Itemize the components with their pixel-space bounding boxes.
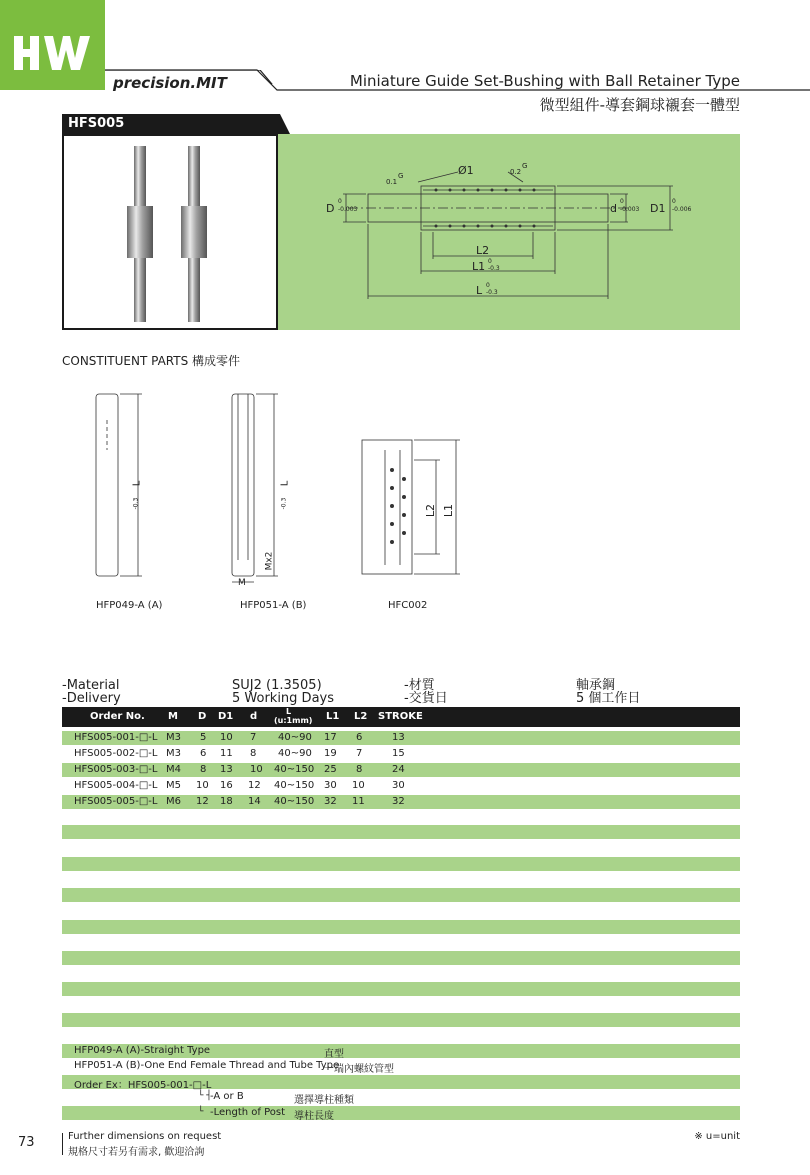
- dim-L1-tol: -0.3: [488, 265, 500, 272]
- cell-L2: 8: [356, 764, 363, 775]
- part-b-dim-M: M: [238, 578, 246, 588]
- cell-L2: 7: [356, 748, 363, 759]
- part-label-c: HFC002: [388, 600, 428, 611]
- note-a-or-b-text: -A or B: [210, 1091, 244, 1102]
- table-row: [62, 763, 740, 777]
- label-corner: [270, 114, 290, 134]
- part-a-dim-L-tol: -0.3: [132, 497, 140, 510]
- cell-d: 14: [248, 796, 261, 807]
- cell-d: 8: [250, 748, 257, 759]
- cell-M: M3: [166, 748, 181, 759]
- dim-g2: G: [522, 162, 528, 170]
- dim-L2: L2: [476, 244, 490, 257]
- cell-d: 12: [248, 780, 261, 791]
- cell-M: M4: [166, 764, 181, 775]
- cell-L: 40~90: [278, 748, 312, 759]
- cell-stroke: 32: [392, 796, 405, 807]
- table-row: [62, 731, 740, 745]
- table-row: [62, 747, 740, 761]
- dim-L-tol: -0.3: [486, 289, 498, 296]
- dim-d: d: [610, 202, 617, 215]
- cell-L: 40~150: [274, 764, 315, 775]
- cell-D1: 13: [220, 764, 233, 775]
- product-code: HFS005: [62, 114, 280, 134]
- dim-D: D: [326, 202, 335, 215]
- material-value: SUJ2 (1.3505): [232, 678, 322, 693]
- logo: [0, 0, 105, 90]
- header-L1: L1: [326, 711, 340, 722]
- dim-phi1: Ø1: [458, 164, 474, 177]
- cell-L: 40~150: [274, 780, 315, 791]
- part-b-dim-L-tol: -0.3: [280, 497, 288, 510]
- note-order-ex-text: Order Ex：HFS005-001-□-L: [74, 1080, 212, 1091]
- part-b-dim-L: L: [279, 480, 291, 487]
- table-stripe: [62, 951, 740, 965]
- note-length-cn: 導柱長度: [294, 1111, 334, 1122]
- cell-L1: 17: [324, 732, 337, 743]
- cell-d: 7: [250, 732, 257, 743]
- material-cn-value: 軸承鋼: [576, 678, 616, 693]
- dim-tol-01: 0.1: [386, 178, 398, 186]
- note-a-or-b: [62, 1090, 740, 1104]
- table-stripe: [62, 825, 740, 839]
- header-stroke: STROKE: [378, 711, 423, 722]
- cell-D: 10: [196, 780, 209, 791]
- cell-L: 40~90: [278, 732, 312, 743]
- delivery-value: 5 Working Days: [232, 691, 335, 706]
- cell-L2: 6: [356, 732, 363, 743]
- hw-logo-icon: [0, 0, 105, 90]
- part-c-dim-L1: L1: [442, 503, 456, 518]
- brand-name: precision.MIT: [113, 74, 227, 92]
- note-a-or-b-cn: 選擇導柱種類: [294, 1095, 354, 1106]
- page-number: 73: [18, 1135, 35, 1150]
- part-c-dim-L2: L2: [424, 503, 438, 518]
- header-unit: (u:1mm): [274, 716, 313, 725]
- dim-d-tol: -0.003: [620, 206, 640, 213]
- header-D: D: [198, 711, 207, 722]
- cell-D: 5: [200, 732, 207, 743]
- dim-D1-zero: 0: [672, 198, 676, 205]
- footer-divider: [62, 1133, 63, 1155]
- note-length: [62, 1106, 740, 1120]
- table-stripe: [62, 888, 740, 902]
- note-length-text: -Length of Post: [210, 1107, 286, 1118]
- note-type-b-cn: 一端內螺紋管型: [324, 1064, 394, 1075]
- part-label-a: HFP049-A (A): [96, 600, 163, 611]
- note-type-a: [62, 1044, 740, 1058]
- delivery-cn-value: 5 個工作日: [576, 691, 641, 706]
- note-type-a-text: HFP049-A (A)-Straight Type: [74, 1045, 211, 1056]
- constituent-drawings: [80, 390, 560, 590]
- header-L2: L2: [354, 711, 368, 722]
- cell-D: 12: [196, 796, 209, 807]
- cell-stroke: 13: [392, 732, 405, 743]
- cell-D: 8: [200, 764, 207, 775]
- table-row: [62, 779, 740, 793]
- page-title: Miniature Guide Set-Bushing with Ball Retainer Type: [349, 72, 740, 90]
- cell-L1: 32: [324, 796, 337, 807]
- constituent-title: CONSTITUENT PARTS 構成零件: [62, 354, 241, 368]
- header-order-no: Order No.: [90, 711, 145, 722]
- dim-d-zero: 0: [620, 198, 624, 205]
- cell-D1: 10: [220, 732, 233, 743]
- dim-L1: L1: [472, 260, 486, 273]
- cell-M: M5: [166, 780, 181, 791]
- material-cn-label: -材質: [404, 678, 435, 693]
- further-cn: 規格尺寸若另有需求, 歡迎洽詢: [68, 1147, 205, 1158]
- dim-D1: D1: [650, 202, 666, 215]
- header-M: M: [168, 711, 178, 722]
- further-en: Further dimensions on request: [68, 1131, 222, 1142]
- header-L: L: [286, 707, 292, 716]
- dimension-diagram: [278, 134, 740, 330]
- cell-D1: 11: [220, 748, 233, 759]
- dim-g1: G: [398, 172, 404, 180]
- table-header: [62, 707, 740, 727]
- cell-D1: 16: [220, 780, 233, 791]
- part-a-dim-L: L: [131, 480, 143, 487]
- product-photo: [62, 134, 278, 330]
- cell-order-no: HFS005-005-□-L: [74, 796, 158, 807]
- cell-stroke: 30: [392, 780, 405, 791]
- cell-order-no: HFS005-003-□-L: [74, 764, 158, 775]
- dim-L-zero: 0: [486, 282, 490, 289]
- header-d: d: [250, 711, 258, 722]
- note-type-a-cn: 直型: [324, 1049, 344, 1060]
- table-stripe: [62, 920, 740, 934]
- cell-M: M6: [166, 796, 181, 807]
- part-b-dim-Mx2: Mx2: [264, 551, 275, 571]
- cell-d: 10: [250, 764, 263, 775]
- cell-stroke: 24: [392, 764, 405, 775]
- delivery-cn-label: -交貨日: [404, 691, 448, 706]
- note-type-b-text: HFP051-A (B)-One End Female Thread and Tube Type: [74, 1060, 340, 1071]
- dim-D-tol: -0.003: [338, 206, 358, 213]
- cell-D1: 18: [220, 796, 233, 807]
- table-stripe: [62, 982, 740, 996]
- note-type-b: [62, 1059, 740, 1073]
- guide-set-photo-icon: [64, 136, 276, 328]
- table-row: [62, 795, 740, 809]
- cell-L1: 25: [324, 764, 337, 775]
- dim-L1-zero: 0: [488, 258, 492, 265]
- cell-L2: 10: [352, 780, 365, 791]
- dim-L: L: [476, 284, 483, 297]
- dim-D-zero: 0: [338, 198, 342, 205]
- cell-D: 6: [200, 748, 207, 759]
- cell-order-no: HFS005-004-□-L: [74, 780, 158, 791]
- cell-stroke: 15: [392, 748, 405, 759]
- cell-order-no: HFS005-001-□-L: [74, 732, 158, 743]
- cell-L: 40~150: [274, 796, 315, 807]
- unit-note: ※ u=unit: [694, 1131, 740, 1142]
- dim-tol-02: 0.2: [510, 168, 522, 176]
- part-label-b: HFP051-A (B): [240, 600, 307, 611]
- bracket-icon: └: [198, 1107, 204, 1117]
- material-label: -Material: [62, 678, 120, 693]
- header-D1: D1: [218, 711, 234, 722]
- delivery-label: -Delivery: [62, 691, 121, 706]
- order-table: [62, 707, 740, 809]
- cell-order-no: HFS005-002-□-L: [74, 748, 158, 759]
- note-order-ex: [62, 1075, 740, 1089]
- table-stripe: [62, 1013, 740, 1027]
- cell-L1: 19: [324, 748, 337, 759]
- table-stripe: [62, 857, 740, 871]
- cell-L1: 30: [324, 780, 337, 791]
- cell-M: M3: [166, 732, 181, 743]
- bracket-icon: └ ┤: [198, 1091, 212, 1101]
- page-subtitle: 微型組件-導套鋼球襯套一體型: [539, 96, 740, 114]
- cell-L2: 11: [352, 796, 365, 807]
- dim-D1-tol: -0.006: [672, 206, 692, 213]
- bushing-dimension-diagram: [278, 134, 740, 330]
